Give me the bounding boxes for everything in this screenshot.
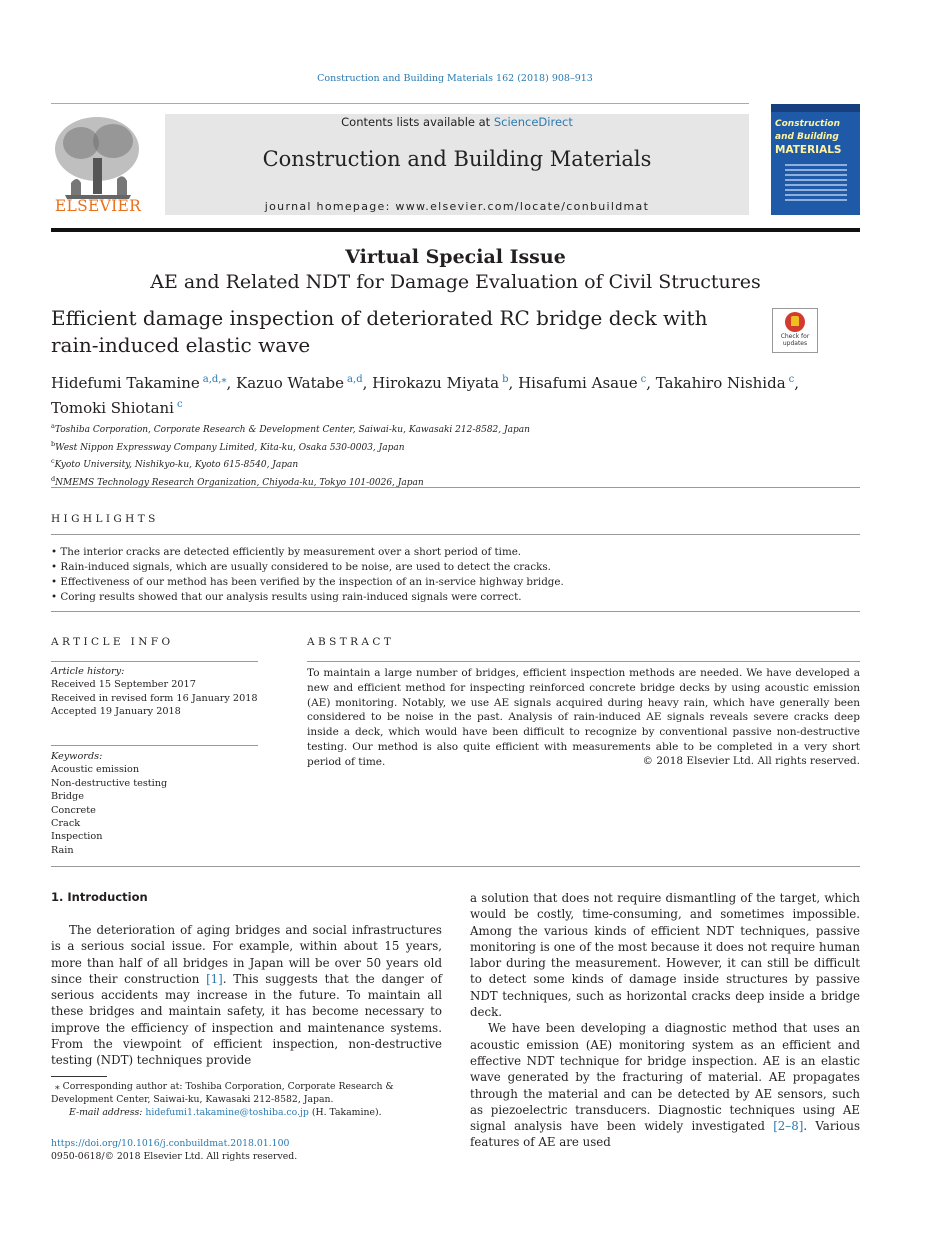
history-label: Article history: [51, 666, 125, 677]
affiliation-item [51, 455, 860, 473]
reference-link[interactable]: [1] [206, 971, 223, 986]
history-item: Accepted 19 January 2018 [51, 706, 181, 718]
author-name[interactable]: Hidefumi Takamine [51, 374, 200, 392]
article-title: Efficient damage inspection of deteriorated RC bridge deck with rain-induced elastic wave [51, 306, 708, 357]
author-name[interactable]: Takahiro Nishida [655, 374, 786, 392]
footnote [51, 1080, 442, 1120]
highlight-item: • Coring results showed that our analysis results using rain-induced signals were correct. [51, 591, 522, 603]
cover-title-line2: MATERIALS [775, 144, 842, 156]
highlights-label: HIGHLIGHTS [51, 513, 159, 525]
keyword-item: Crack [51, 818, 81, 830]
divider [51, 661, 258, 662]
journal-title: Construction and Building Materials [262, 147, 652, 171]
keyword-item: Acoustic emission [51, 764, 140, 776]
affiliation-key: a [51, 422, 55, 430]
affiliation-text: Kyoto University, Nishikyo-ku, Kyoto 615-8540, Japan [54, 460, 299, 470]
keyword-item: Bridge [51, 791, 84, 803]
body-column-right [470, 890, 860, 1151]
affiliations [51, 420, 860, 490]
divider [51, 534, 860, 535]
author-list [51, 369, 860, 419]
author-name[interactable]: Hirokazu Miyata [372, 374, 500, 392]
body-text: . This suggests that the danger of serious accidents may increase in the future. To maintain all these bridges and maintain safety, it has become necessary to improve the efficiency of inspection and maintenance systems. From the viewpoint of efficient inspection, non-destructive testing (NDT) techniques provide [51, 971, 443, 1068]
affiliation-key: c [51, 457, 55, 465]
masthead-thick-rule [51, 228, 860, 232]
journal-homepage[interactable]: journal homepage: www.elsevier.com/locate/conbuildmat [264, 200, 650, 213]
divider [51, 866, 860, 867]
affiliation-item [51, 438, 860, 456]
divider [51, 745, 258, 746]
body-column-left [51, 922, 442, 1069]
highlight-item: • Effectiveness of our method has been verified by the inspection of an in-service highway bridge. [51, 576, 564, 588]
author-separator: , [794, 374, 800, 392]
divider [307, 661, 860, 662]
journal-banner [165, 114, 749, 215]
author-separator: , [362, 374, 373, 392]
abstract-text: To maintain a large number of bridges, efficient inspection methods are needed. We have developed a new and efficient method for inspecting reinforced concrete bridge decks by using acoustic emission (AE) monitoring. Notably, we use AE signals acquired during heavy rain, which have generally been considered to be noise in the past. Analysis of rain-induced AE signals reveals severe cracks deep inside a deck, which would have been difficult to recognize by conventional passive non-destructive testing. Our method is also quite efficient with measurements able to be completed in a very short period of time. [307, 667, 860, 768]
doi-link[interactable]: https://doi.org/10.1016/j.conbuildmat.2018.01.100 [51, 1138, 290, 1149]
masthead-rule [51, 103, 749, 104]
sciencedirect-link[interactable]: ScienceDirect [493, 115, 573, 129]
body-text: We have been developing a diagnostic method that uses an acoustic emission (AE) monitoring system as an efficient and effective NDT technique for bridge inspection. AE is an elastic wave generated by the fracturing of material. AE propagates through the material and can be detected by AE sensors, such as piezoelectric transducers. Diagnostic techniques using AE signal analysis have been widely investigated [470, 1021, 860, 1134]
check-updates-label: Check for updates [780, 333, 810, 347]
affiliation-text: Toshiba Corporation, Corporate Research & Development Center, Saiwai-ku, Kawasaki 212-8582, Japan [54, 425, 530, 435]
history-item: Received in revised form 16 January 2018 [51, 692, 258, 704]
author-separator: , [508, 374, 519, 392]
cover-text-lines [785, 164, 847, 204]
email-line [51, 1106, 442, 1119]
highlight-item: • The interior cracks are detected efficiently by measurement over a short period of time. [51, 546, 522, 558]
divider [51, 487, 860, 488]
running-head[interactable]: Construction and Building Materials 162 (2018) 908–913 [317, 73, 593, 84]
author-separator: , [226, 374, 237, 392]
email-link[interactable]: hidefumi1.takamine@toshiba.co.jp [145, 1107, 309, 1119]
elsevier-logo [51, 113, 145, 217]
abstract-label: ABSTRACT [307, 636, 395, 648]
author-name[interactable]: Kazuo Watabe [236, 374, 345, 392]
highlight-text: Effectiveness of our method has been verified by the inspection of an in-service highway bridge. [60, 576, 564, 588]
author-separator: , [646, 374, 656, 392]
body-text: . Various features of AE are used [470, 1119, 861, 1150]
author-name[interactable]: Tomoki Shiotani [51, 399, 174, 417]
history-item: Received 15 September 2017 [51, 679, 196, 691]
keyword-item: Rain [51, 844, 74, 856]
highlight-text: Rain-induced signals, which are usually considered to be noise, are used to detect the cracks. [60, 561, 551, 573]
keyword-item: Inspection [51, 831, 103, 843]
keyword-item: Non-destructive testing [51, 777, 168, 789]
divider [51, 611, 860, 612]
cover-title [775, 118, 860, 158]
article-info-label: ARTICLE INFO [51, 636, 174, 648]
keywords [51, 750, 258, 857]
author-affiliation-marker[interactable]: a,d,⁎ [202, 374, 227, 385]
issn-line: 0950-0618/© 2018 Elsevier Ltd. All rights reserved. [51, 1151, 298, 1163]
cover-title-line1: Construction and Building [775, 119, 841, 142]
author-affiliation-marker[interactable]: a,d [347, 374, 363, 385]
body-text: The deterioration of aging bridges and social infrastructures is a serious social issue. For example, within about 15 years, more than half of all bridges in Japan will be over 50 years old since their construction [51, 923, 442, 986]
check-updates-icon [785, 312, 805, 332]
contents-line [165, 115, 749, 129]
author-affiliation-marker[interactable]: b [502, 374, 509, 385]
journal-cover [771, 104, 860, 215]
contents-prefix: Contents lists available at [341, 115, 494, 129]
author-affiliation-marker[interactable]: c [788, 374, 795, 385]
body-paragraph: a solution that does not require dismantling of the target, which would be costly, time-consuming, and sometimes impossible. Among the various kinds of efficient NDT techniques, passive monitoring is one of the most because it does not require human labor during the measurement. However, it can still be difficult to detect some kinds of damage inside structures by passive NDT techniques, such as horizontal cracks deep inside a bridge deck. [470, 891, 860, 1020]
corresponding-author: ⁎ Corresponding author at: Toshiba Corporation, Corporate Research & Development Center, Saiwai-ku, Kawasaki 212-8582, Japan. [51, 1081, 394, 1106]
keyword-item: Concrete [51, 804, 96, 816]
author-affiliation-marker[interactable]: c [176, 399, 183, 410]
highlight-item: • Rain-induced signals, which are usually considered to be noise, are used to detect the cracks. [51, 561, 551, 573]
special-issue-title: Virtual Special Issue [345, 246, 566, 268]
email-label: E-mail address: [69, 1107, 146, 1119]
section-heading: 1. Introduction [51, 890, 148, 904]
reference-link[interactable]: [2–8] [773, 1119, 804, 1134]
affiliation-key: d [51, 474, 56, 483]
affiliation-item [51, 420, 860, 438]
special-issue-subtitle: AE and Related NDT for Damage Evaluation of Civil Structures [150, 271, 761, 293]
highlights-list [51, 545, 860, 605]
publisher-name: ELSEVIER [54, 197, 142, 215]
highlight-text: Coring results showed that our analysis results using rain-induced signals were correct. [60, 591, 522, 603]
doi-block [51, 1137, 297, 1163]
affiliation-text: NMEMS Technology Research Organization, Chiyoda-ku, Tokyo 101-0026, Japan [55, 477, 424, 488]
email-suffix: (H. Takamine). [308, 1107, 382, 1119]
cover-stripe [771, 104, 860, 112]
footnote-rule [51, 1076, 107, 1077]
highlight-text: The interior cracks are detected efficiently by measurement over a short period of time. [60, 546, 522, 558]
author-affiliation-marker[interactable]: c [640, 374, 647, 385]
article-history [51, 665, 258, 719]
author-name[interactable]: Hisafumi Asaue [518, 374, 638, 392]
check-for-updates-button[interactable] [772, 308, 818, 353]
body-paragraph [470, 1020, 860, 1150]
affiliation-text: West Nippon Expressway Company Limited, Kita-ku, Osaka 530-0003, Japan [55, 442, 405, 453]
abstract-copyright: © 2018 Elsevier Ltd. All rights reserved. [642, 755, 860, 767]
affiliation-key: b [51, 439, 56, 448]
keywords-label: Keywords: [51, 751, 103, 762]
